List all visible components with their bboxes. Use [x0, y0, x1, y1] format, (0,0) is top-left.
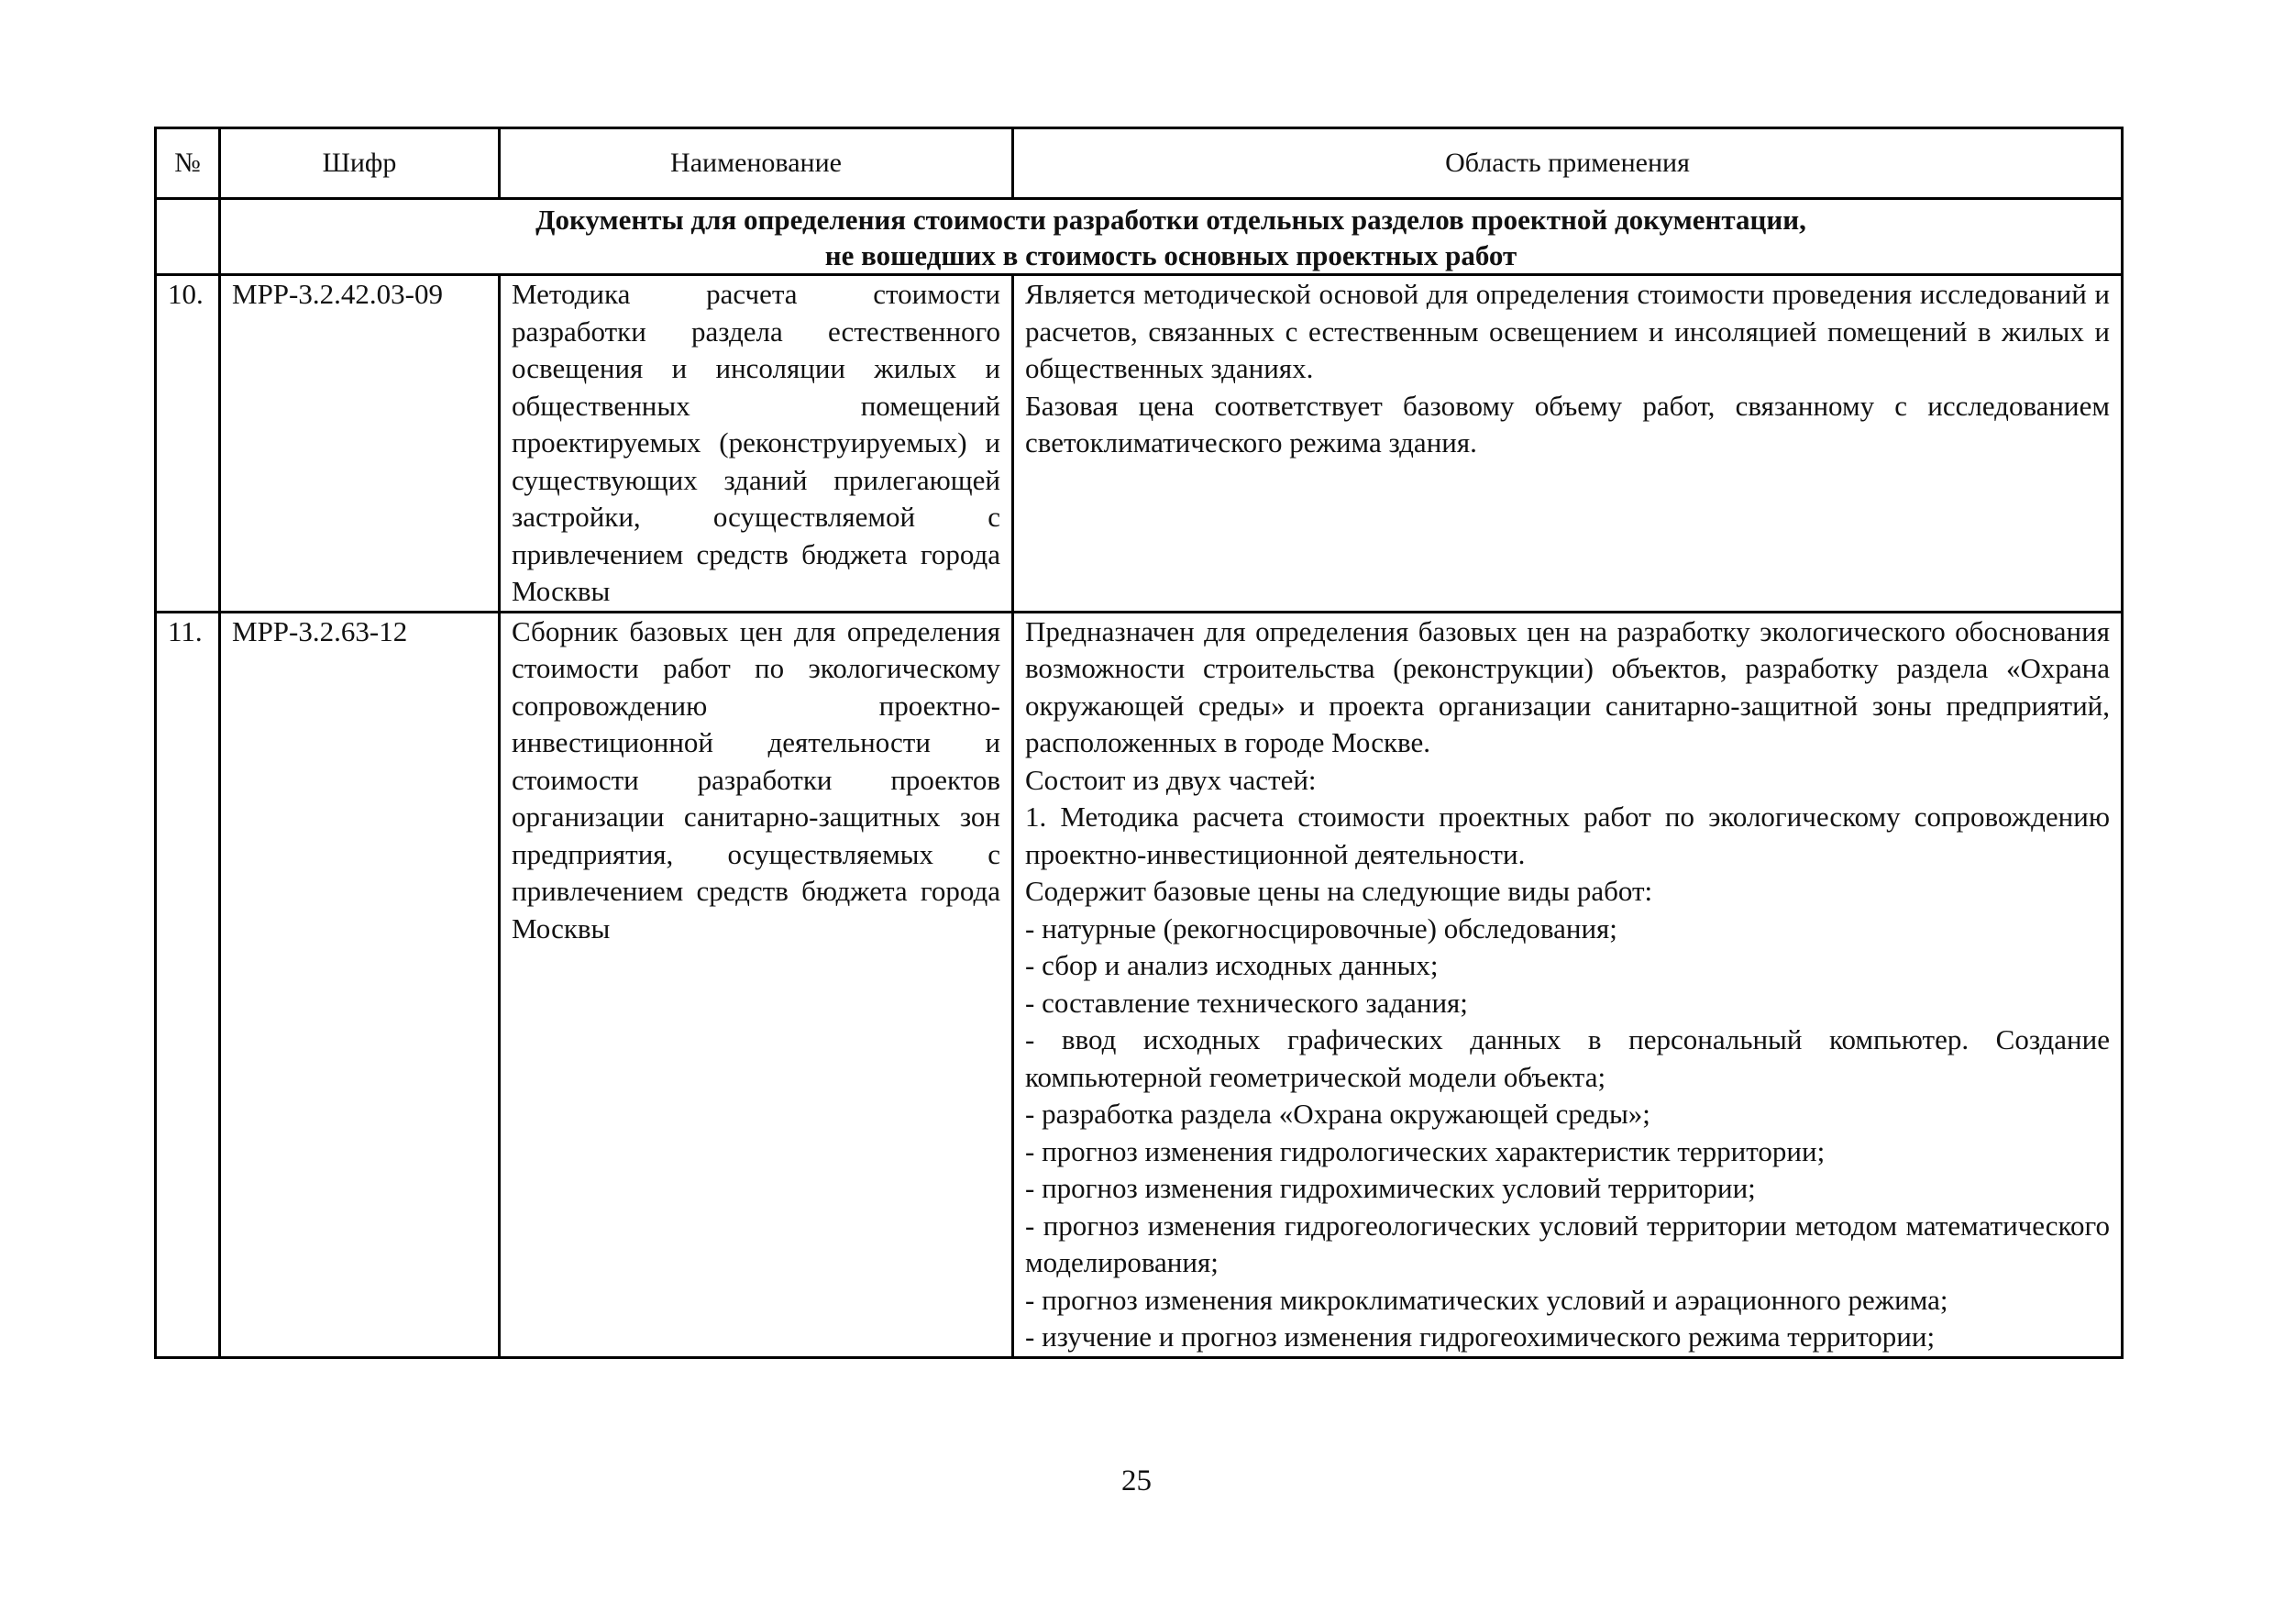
section-empty-cell	[156, 199, 220, 275]
scope-paragraph: Является методической основой для определения стоимости проведения исследований и расчетов, связанных с естественным освещением и инсоляцией помещений в жилых и общественных зданиях.	[1025, 278, 2110, 384]
documents-table	[154, 127, 2124, 1359]
row-num: 10.	[156, 275, 220, 613]
section-title-line1: Документы для определения стоимости разработки отдельных разделов проектной документации,	[535, 204, 1806, 236]
scope-list-item: - ввод исходных графических данных в персональный компьютер. Создание компьютерной геометрической модели объекта;	[1025, 1023, 2110, 1093]
row-name: Методика расчета стоимости разработки раздела естественного освещения и инсоляции жилых и общественных помещений проектируемых (реконструируемых) и существующих зданий прилегающей застройки, осуществляемой с привлечением средств бюджета города Москвы	[500, 275, 1013, 613]
row-scope	[1013, 275, 2123, 613]
scope-list-item: - составление технического задания;	[1025, 986, 1468, 1019]
section-row	[156, 199, 2123, 275]
row-scope	[1013, 612, 2123, 1357]
row-code: МРР-3.2.42.03-09	[220, 275, 500, 613]
row-num: 11.	[156, 612, 220, 1357]
section-title-line2: не вошедших в стоимость основных проектных работ	[824, 239, 1517, 271]
section-title	[220, 199, 2123, 275]
header-code: Шифр	[220, 128, 500, 199]
scope-list-item: - прогноз изменения гидрогеологических условий территории методом математического моделирования;	[1025, 1209, 2110, 1278]
table-header-row	[156, 128, 2123, 199]
page-number: 25	[1121, 1464, 1152, 1497]
scope-list-item: - прогноз изменения гидрологических характеристик территории;	[1025, 1134, 1826, 1167]
scope-paragraph: Предназначен для определения базовых цен на разработку экологического обоснования возможности строительства (реконструкции) объектов, разработку раздела «Охрана окружающей среды» и проекта организации санитарно-защитной зоны предприятий, расположенных в городе Москве.	[1025, 614, 2110, 758]
scope-list-item: - натурные (рекогносцировочные) обследования;	[1025, 911, 1617, 945]
header-scope: Область применения	[1013, 128, 2123, 199]
scope-paragraph: Базовая цена соответствует базовому объему работ, связанному с исследованием светоклиматического режима здания.	[1025, 389, 2110, 458]
scope-list-item: - сбор и анализ исходных данных;	[1025, 949, 1439, 981]
header-name: Наименование	[500, 128, 1013, 199]
row-name: Сборник базовых цен для определения стоимости работ по экологическому сопровождению проектно-инвестиционной деятельности и стоимости разработки проектов организации санитарно-защитных зон предприятия, осуществляемых с привлечением средств бюджета города Москвы	[500, 612, 1013, 1357]
scope-list-item: - разработка раздела «Охрана окружающей среды»;	[1025, 1098, 1650, 1130]
scope-paragraph: Содержит базовые цены на следующие виды работ:	[1025, 875, 1653, 907]
scope-paragraph: Состоит из двух частей:	[1025, 763, 1317, 796]
scope-list-item: - прогноз изменения гидрохимических условий территории;	[1025, 1172, 1756, 1204]
scope-list-item: - изучение и прогноз изменения гидрогеохимического режима территории;	[1025, 1320, 1936, 1353]
scope-list-item: - прогноз изменения микроклиматических условий и аэрационного режима;	[1025, 1283, 1948, 1316]
scope-paragraph: 1. Методика расчета стоимости проектных работ по экологическому сопровождению проектно-инвестиционной деятельности.	[1025, 801, 2110, 870]
table-row	[156, 612, 2123, 1357]
table-row	[156, 275, 2123, 613]
header-num: №	[156, 128, 220, 199]
row-code: МРР-3.2.63-12	[220, 612, 500, 1357]
